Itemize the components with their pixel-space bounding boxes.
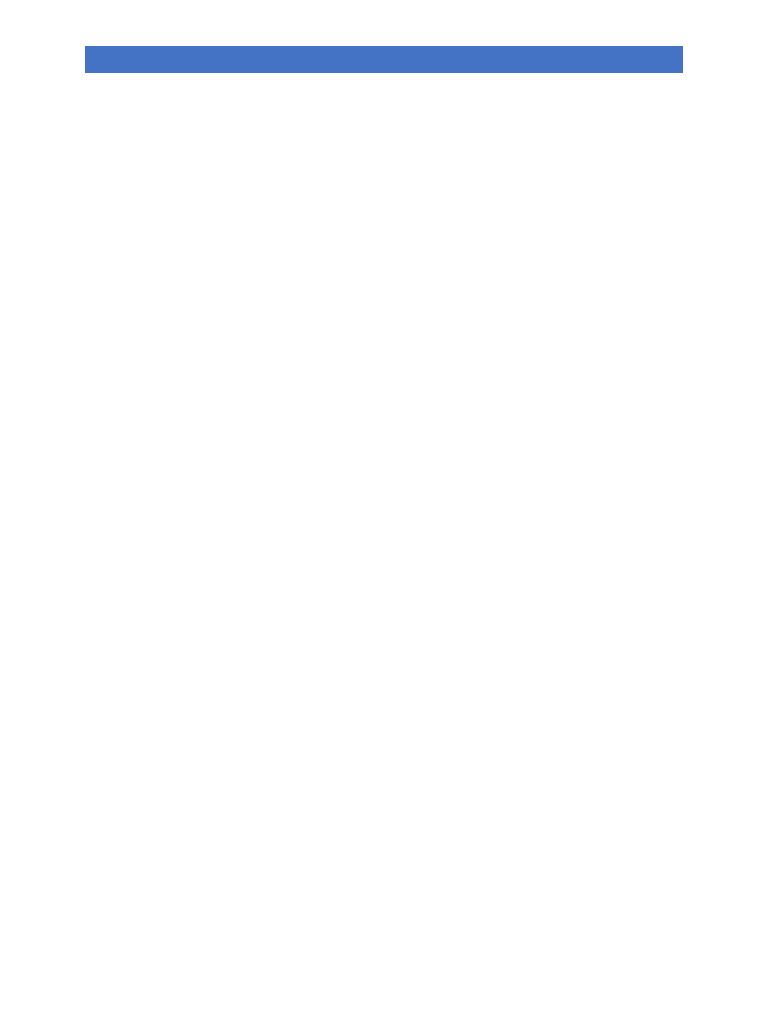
header-banner — [85, 46, 683, 73]
nfs-watermark — [60, 260, 700, 780]
